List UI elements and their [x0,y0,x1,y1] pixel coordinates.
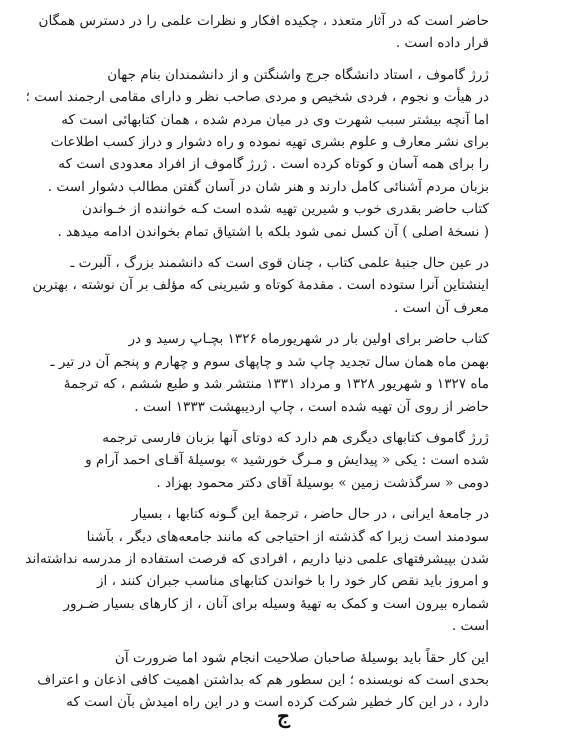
text-line: برای نشر معارف و علوم بشری تهیه نموده و راه دشوار و دراز کسب اطلاعات [50,134,489,151]
text-line: شدن بپیشرفتهای علمی دنیا داریم ، افرادی که فرصت استفاده از مدرسه نداشته‌اند [25,550,489,567]
text-line: ماه ۱۳۲۷ و شهریور ۱۳۲۸ و مرداد ۱۳۳۱ منتشر شد و طبع ششم ، که ترجمهٔ [63,376,489,393]
paragraph-intro-continuation [38,10,489,55]
text-line: ژرژ گاموف ، استاد دانشگاه جرج واشنگتن و از دانشمندان بنام جهان [107,66,489,83]
text-line: بهمن ماه همان سال تجدید چاپ شد و چاپهای سوم و چهارم و پنجم آن در تیر ـ [50,353,489,370]
text-line: سودمند است زیرا که گذشته از احتیاجی که مانند جامعه‌های دیگر ، بآشنا [86,528,489,545]
paragraph-iranian-society [25,503,489,637]
text-line: حاضر است که در آثار متعدد ، چکیده افکار و نظرات علمی را در دسترس همگان [38,13,489,29]
page-number: ج [277,704,290,728]
text-line: دارد ، در این کار خطیر شرکت کرده است و در این راه امیدش بآن است که [66,694,489,711]
text-line: را برای همه آسان و کوتاه کرده است . ژرژ گاموف از افراد معدودی است که [58,156,489,173]
text-line: در هیأت و نجوم ، فردی شخیص و مردی صاحب نظر و دارای مقامی ارجمند است ؛ [25,89,489,106]
text-line: کتاب حاضر برای اولین بار در شهریورماه ۱۳۲۶ بچـاپ رسید و در [128,331,489,348]
text-line: معرف آن است . [394,299,489,316]
paragraph-scientific-aspect [32,252,489,319]
paragraph-about-gamow [25,64,489,243]
text-line: حاضر از روی آن تهیه شده است ، چاپ اردیبهشت ۱۳۳۳ است . [134,398,489,415]
text-line: بحدی است که نویسنده ؛ این سطور هم که بداشتن اهمیت کافی اذعان و اعتراف [37,671,489,688]
text-line: و امروز باید نقص کار خود را با خواندن کتابهای مناسب جبران کنند ، از [96,573,489,590]
text-line: در عین حال جنبهٔ علمی کتاب ، چنان قوی است که دانشمند بزرگ ، آلبرت ـ [70,255,489,272]
text-line: ژرژ گاموف کتابهای دیگری هم دارد که دوتای آنها بزبان فارسی ترجمه [102,429,489,446]
text-line: شماره بیرون است و کمک به تهیهٔ وسیله برای آنان ، از کارهای بسیار ضـرور [63,595,489,612]
text-line: شده است : یکی « پیدایش و مـرگ خورشید » بوسیلهٔ آقـای احمد آرام و [85,452,489,469]
text-line: ( نسخهٔ اصلی ) آن کسل نمی شود بلکه با اشتیاق تمام بخواندن ادامه میدهد . [57,223,489,240]
text-line: بزبان مردم آشنائی کامل دارند و هنر شان در آسان گفتن مطالب دشوار است . [47,178,489,195]
text-line: قرار داده است . [395,35,489,52]
text-line: اینشتاین آنرا ستوده است . مقدمهٔ کوتاه و شیرینی که مؤلف بر آن نوشته ، بهترین [32,277,489,294]
paragraph-other-books [74,427,489,494]
text-line: کتاب حاضر بقدری خوب و شیرین تهیه شده است کـه خواننده از خـواندن [82,201,489,218]
text-line: در جامعهٔ ایرانی ، در حال حاضر ، ترجمهٔ این گـونه کتابها ، بسیار [131,506,489,523]
text-line: است . [451,618,489,635]
text-line: دومی « سرگذشت زمین » بوسیلهٔ آقای دکتر محمود بهزاد . [156,474,489,491]
text-line: این کار حقاً باید بوسیلهٔ صاحبان صلاحیت انجام شود اما ضرورت آن [114,649,489,666]
text-line: اما آنچه بیشتر سبب شهرت وی در میان مردم شده ، همان کتابهائی است که [61,111,489,128]
paragraph-publication-history [50,328,489,418]
